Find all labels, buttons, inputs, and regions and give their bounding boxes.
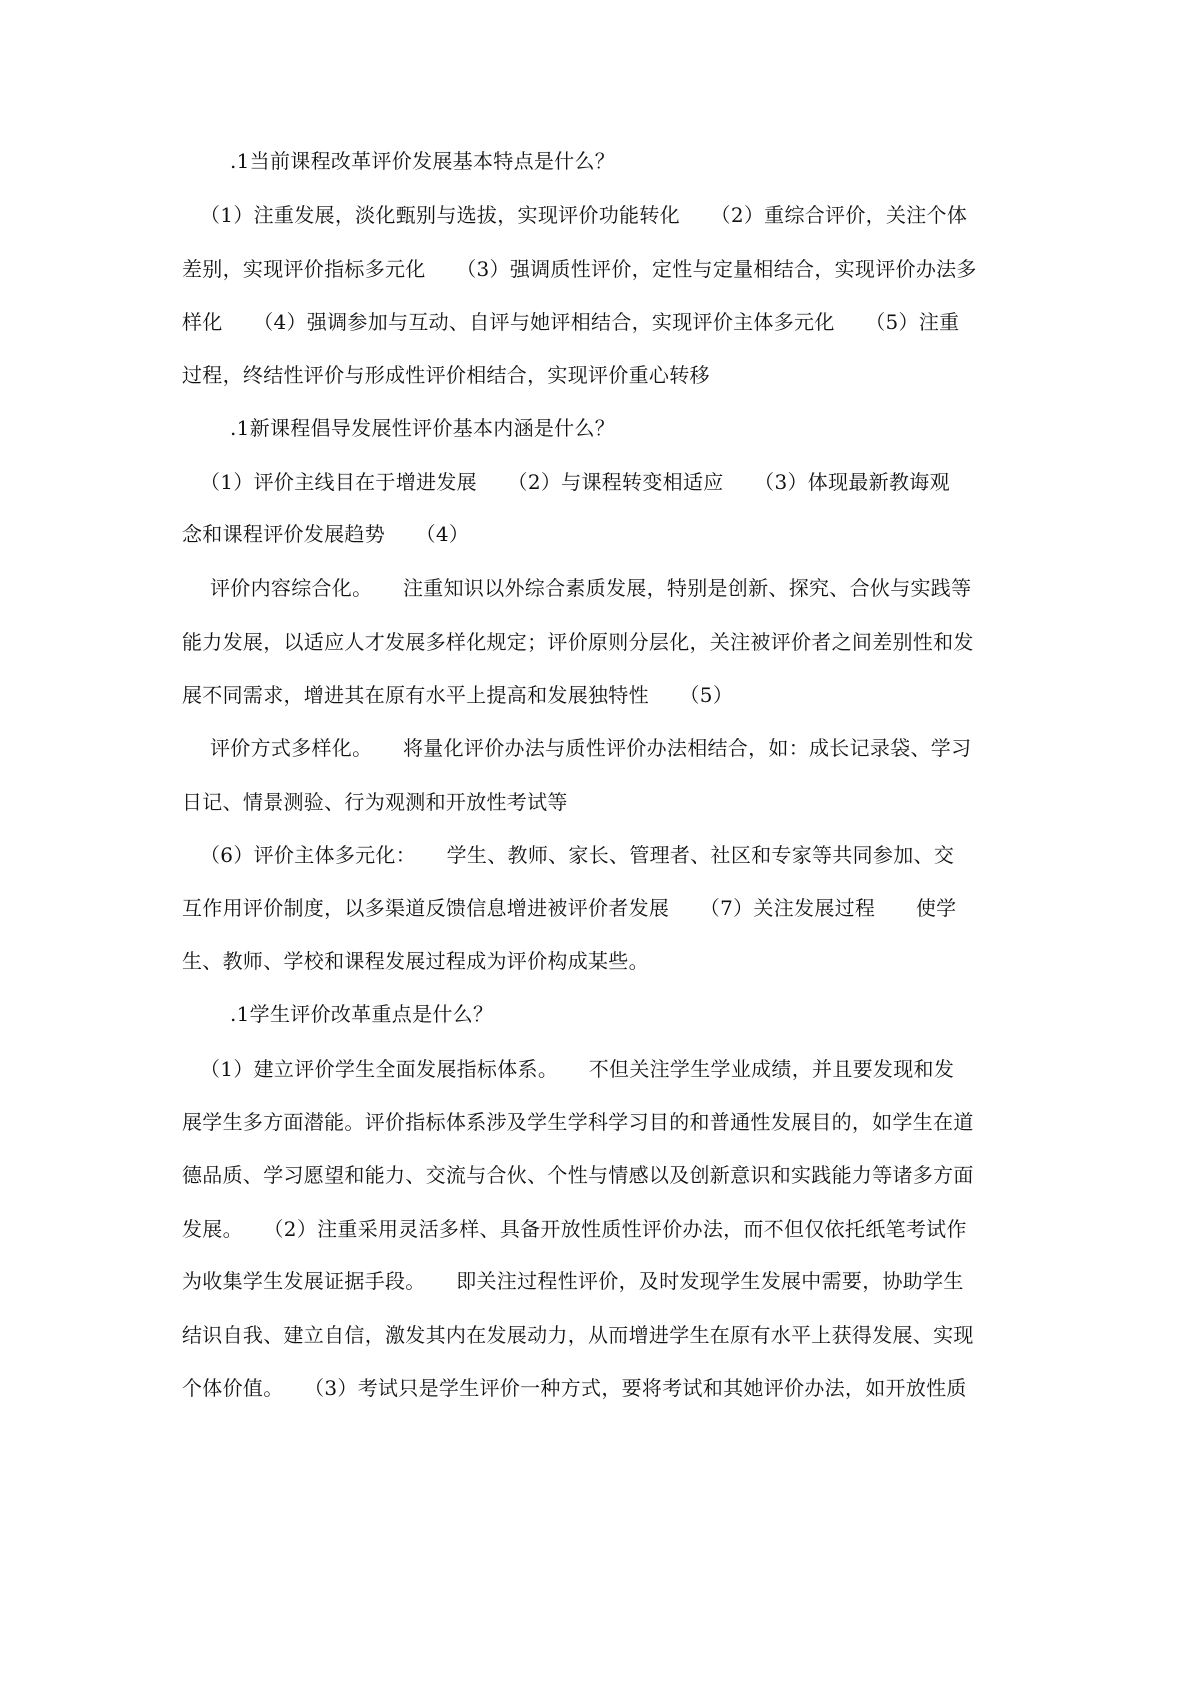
paragraph-line: 展学生多方面潜能。评价指标体系涉及学生学科学习目的和普通性发展目的，如学生在道 bbox=[182, 1110, 974, 1134]
paragraph-line: 发展。 （2）注重采用灵活多样、具备开放性质性评价办法，而不但仅依托纸笔考试作 bbox=[182, 1217, 967, 1241]
paragraph-line: 为收集学生发展证据手段。 即关注过程性评价，及时发现学生发展中需要，协助学生 bbox=[182, 1269, 964, 1293]
paragraph-line: （1）建立评价学生全面发展指标体系。 不但关注学生学业成绩，并且要发现和发 bbox=[200, 1057, 955, 1081]
paragraph-line: 样化 （4）强调参加与互动、自评与她评相结合，实现评价主体多元化 （5）注重 bbox=[182, 310, 960, 334]
paragraph-line: 评价内容综合化。 注重知识以外综合素质发展，特别是创新、探究、合伙与实践等 bbox=[210, 576, 972, 600]
paragraph-line: （1）注重发展，淡化甄别与选拔，实现评价功能转化 （2）重综合评价，关注个体 bbox=[200, 203, 968, 227]
question-heading-1: .1当前课程改革评价发展基本特点是什么？ bbox=[230, 149, 616, 173]
paragraph-line: 德品质、学习愿望和能力、交流与合伙、个性与情感以及创新意识和实践能力等诸多方面 bbox=[182, 1163, 974, 1187]
paragraph-line: 展不同需求，增进其在原有水平上提高和发展独特性 （5） bbox=[182, 683, 734, 707]
question-heading-3: .1学生评价改革重点是什么？ bbox=[230, 1002, 494, 1026]
paragraph-line: 个体价值。 （3）考试只是学生评价一种方式，要将考试和其她评价办法，如开放性质 bbox=[182, 1376, 967, 1400]
paragraph-line: 能力发展，以适应人才发展多样化规定；评价原则分层化，关注被评价者之间差别性和发 bbox=[182, 630, 974, 654]
paragraph-line: 过程，终结性评价与形成性评价相结合，实现评价重心转移 bbox=[182, 363, 710, 387]
paragraph-line: （1）评价主线目在于增进发展 （2）与课程转变相适应 （3）体现最新教诲观 bbox=[200, 470, 950, 494]
paragraph-line: 念和课程评价发展趋势 （4） bbox=[182, 522, 470, 546]
paragraph-line: 日记、情景测验、行为观测和开放性考试等 bbox=[182, 790, 568, 814]
paragraph-line: （6）评价主体多元化： 学生、教师、家长、管理者、社区和专家等共同参加、交 bbox=[200, 843, 955, 867]
paragraph-line: 差别，实现评价指标多元化 （3）强调质性评价，定性与定量相结合，实现评价办法多 bbox=[182, 257, 977, 281]
paragraph-line: 结识自我、建立自信，激发其内在发展动力，从而增进学生在原有水平上获得发展、实现 bbox=[182, 1323, 974, 1347]
paragraph-line: 互作用评价制度，以多渠道反馈信息增进被评价者发展 （7）关注发展过程 使学 bbox=[182, 896, 957, 920]
question-heading-2: .1新课程倡导发展性评价基本内涵是什么？ bbox=[230, 416, 616, 440]
paragraph-line: 评价方式多样化。 将量化评价办法与质性评价办法相结合，如：成长记录袋、学习 bbox=[210, 736, 972, 760]
paragraph-line: 生、教师、学校和课程发展过程成为评价构成某些。 bbox=[182, 949, 649, 973]
